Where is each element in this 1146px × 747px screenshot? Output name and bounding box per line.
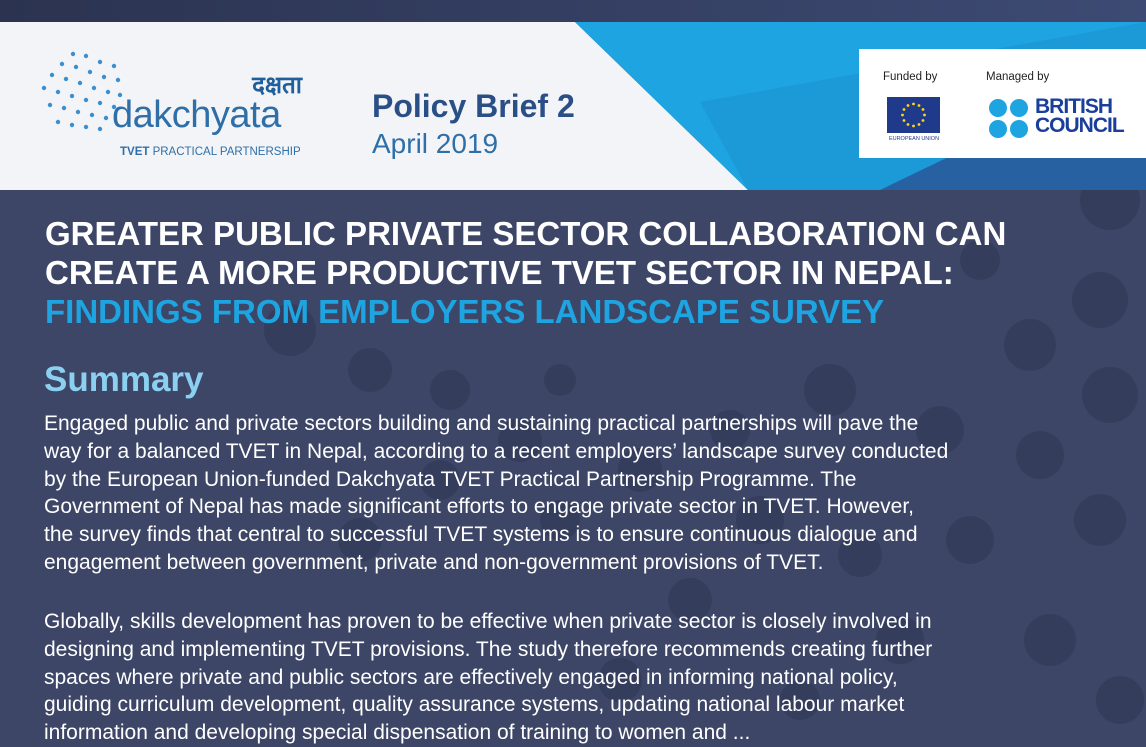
logo-tagline-bold: TVET bbox=[120, 146, 150, 158]
eu-flag-icon bbox=[887, 97, 940, 133]
para2-line: designing and implementing TVET provisions. The study therefore recommends creating further bbox=[44, 637, 933, 661]
eu-caption: EUROPEAN UNION bbox=[888, 136, 940, 142]
partners-box bbox=[859, 49, 1146, 158]
british-council-mark-icon bbox=[988, 98, 1030, 140]
headline-line-1: GREATER PUBLIC PRIVATE SECTOR COLLABORATION CAN bbox=[45, 215, 1007, 252]
para1-line: Government of Nepal has made significant efforts to engage private sector in TVET. However, bbox=[44, 495, 915, 519]
para1-line: by the European Union-funded Dakchyata TVET Practical Partnership Programme. The bbox=[44, 467, 857, 491]
para2-line: information and developing special dispensation of training to women and ... bbox=[44, 721, 751, 745]
headline-line-2: CREATE A MORE PRODUCTIVE TVET SECTOR IN NEPAL: bbox=[45, 254, 954, 291]
bc-line-2: COUNCIL bbox=[1035, 114, 1124, 137]
para1-line: engagement between government, private and non-government provisions of TVET. bbox=[44, 550, 824, 574]
brief-title: Policy Brief 2 bbox=[372, 88, 575, 124]
logo-tagline bbox=[120, 146, 301, 158]
headline-line-3: FINDINGS FROM EMPLOYERS LANDSCAPE SURVEY bbox=[45, 293, 885, 330]
brief-date: April 2019 bbox=[372, 128, 499, 159]
para1-line: the survey finds that central to successful TVET systems is to ensure continuous dialogue and bbox=[44, 523, 918, 547]
para1-line: way for a balanced TVET in Nepal, according to a recent employers’ landscape survey conducted bbox=[44, 439, 949, 463]
logo-devanagari-text: दक्षता bbox=[252, 71, 302, 99]
managed-by-label: Managed by bbox=[986, 71, 1050, 83]
funded-by-label: Funded by bbox=[883, 71, 938, 83]
logo-tagline-rest: PRACTICAL PARTNERSHIP bbox=[149, 146, 301, 158]
british-council-wordmark bbox=[1035, 97, 1124, 135]
summary-heading: Summary bbox=[44, 360, 204, 399]
para2-line: guiding curriculum development, quality assurance systems, updating national labour market bbox=[44, 693, 905, 717]
para1-line: Engaged public and private sectors building and sustaining practical partnerships will pave the bbox=[44, 412, 919, 435]
para2-line: Globally, skills development has proven to be effective when private sector is closely involved in bbox=[44, 610, 932, 633]
bc-line-1: BRITISH bbox=[1035, 95, 1112, 118]
summary-paragraph-1 bbox=[44, 410, 1119, 577]
summary-paragraph-2 bbox=[44, 608, 1119, 747]
para2-line: spaces where private and public sectors are effectively engaged in informing national policy, bbox=[44, 665, 898, 689]
logo-wordmark: dakchyata bbox=[112, 94, 281, 136]
headline bbox=[45, 214, 1125, 331]
